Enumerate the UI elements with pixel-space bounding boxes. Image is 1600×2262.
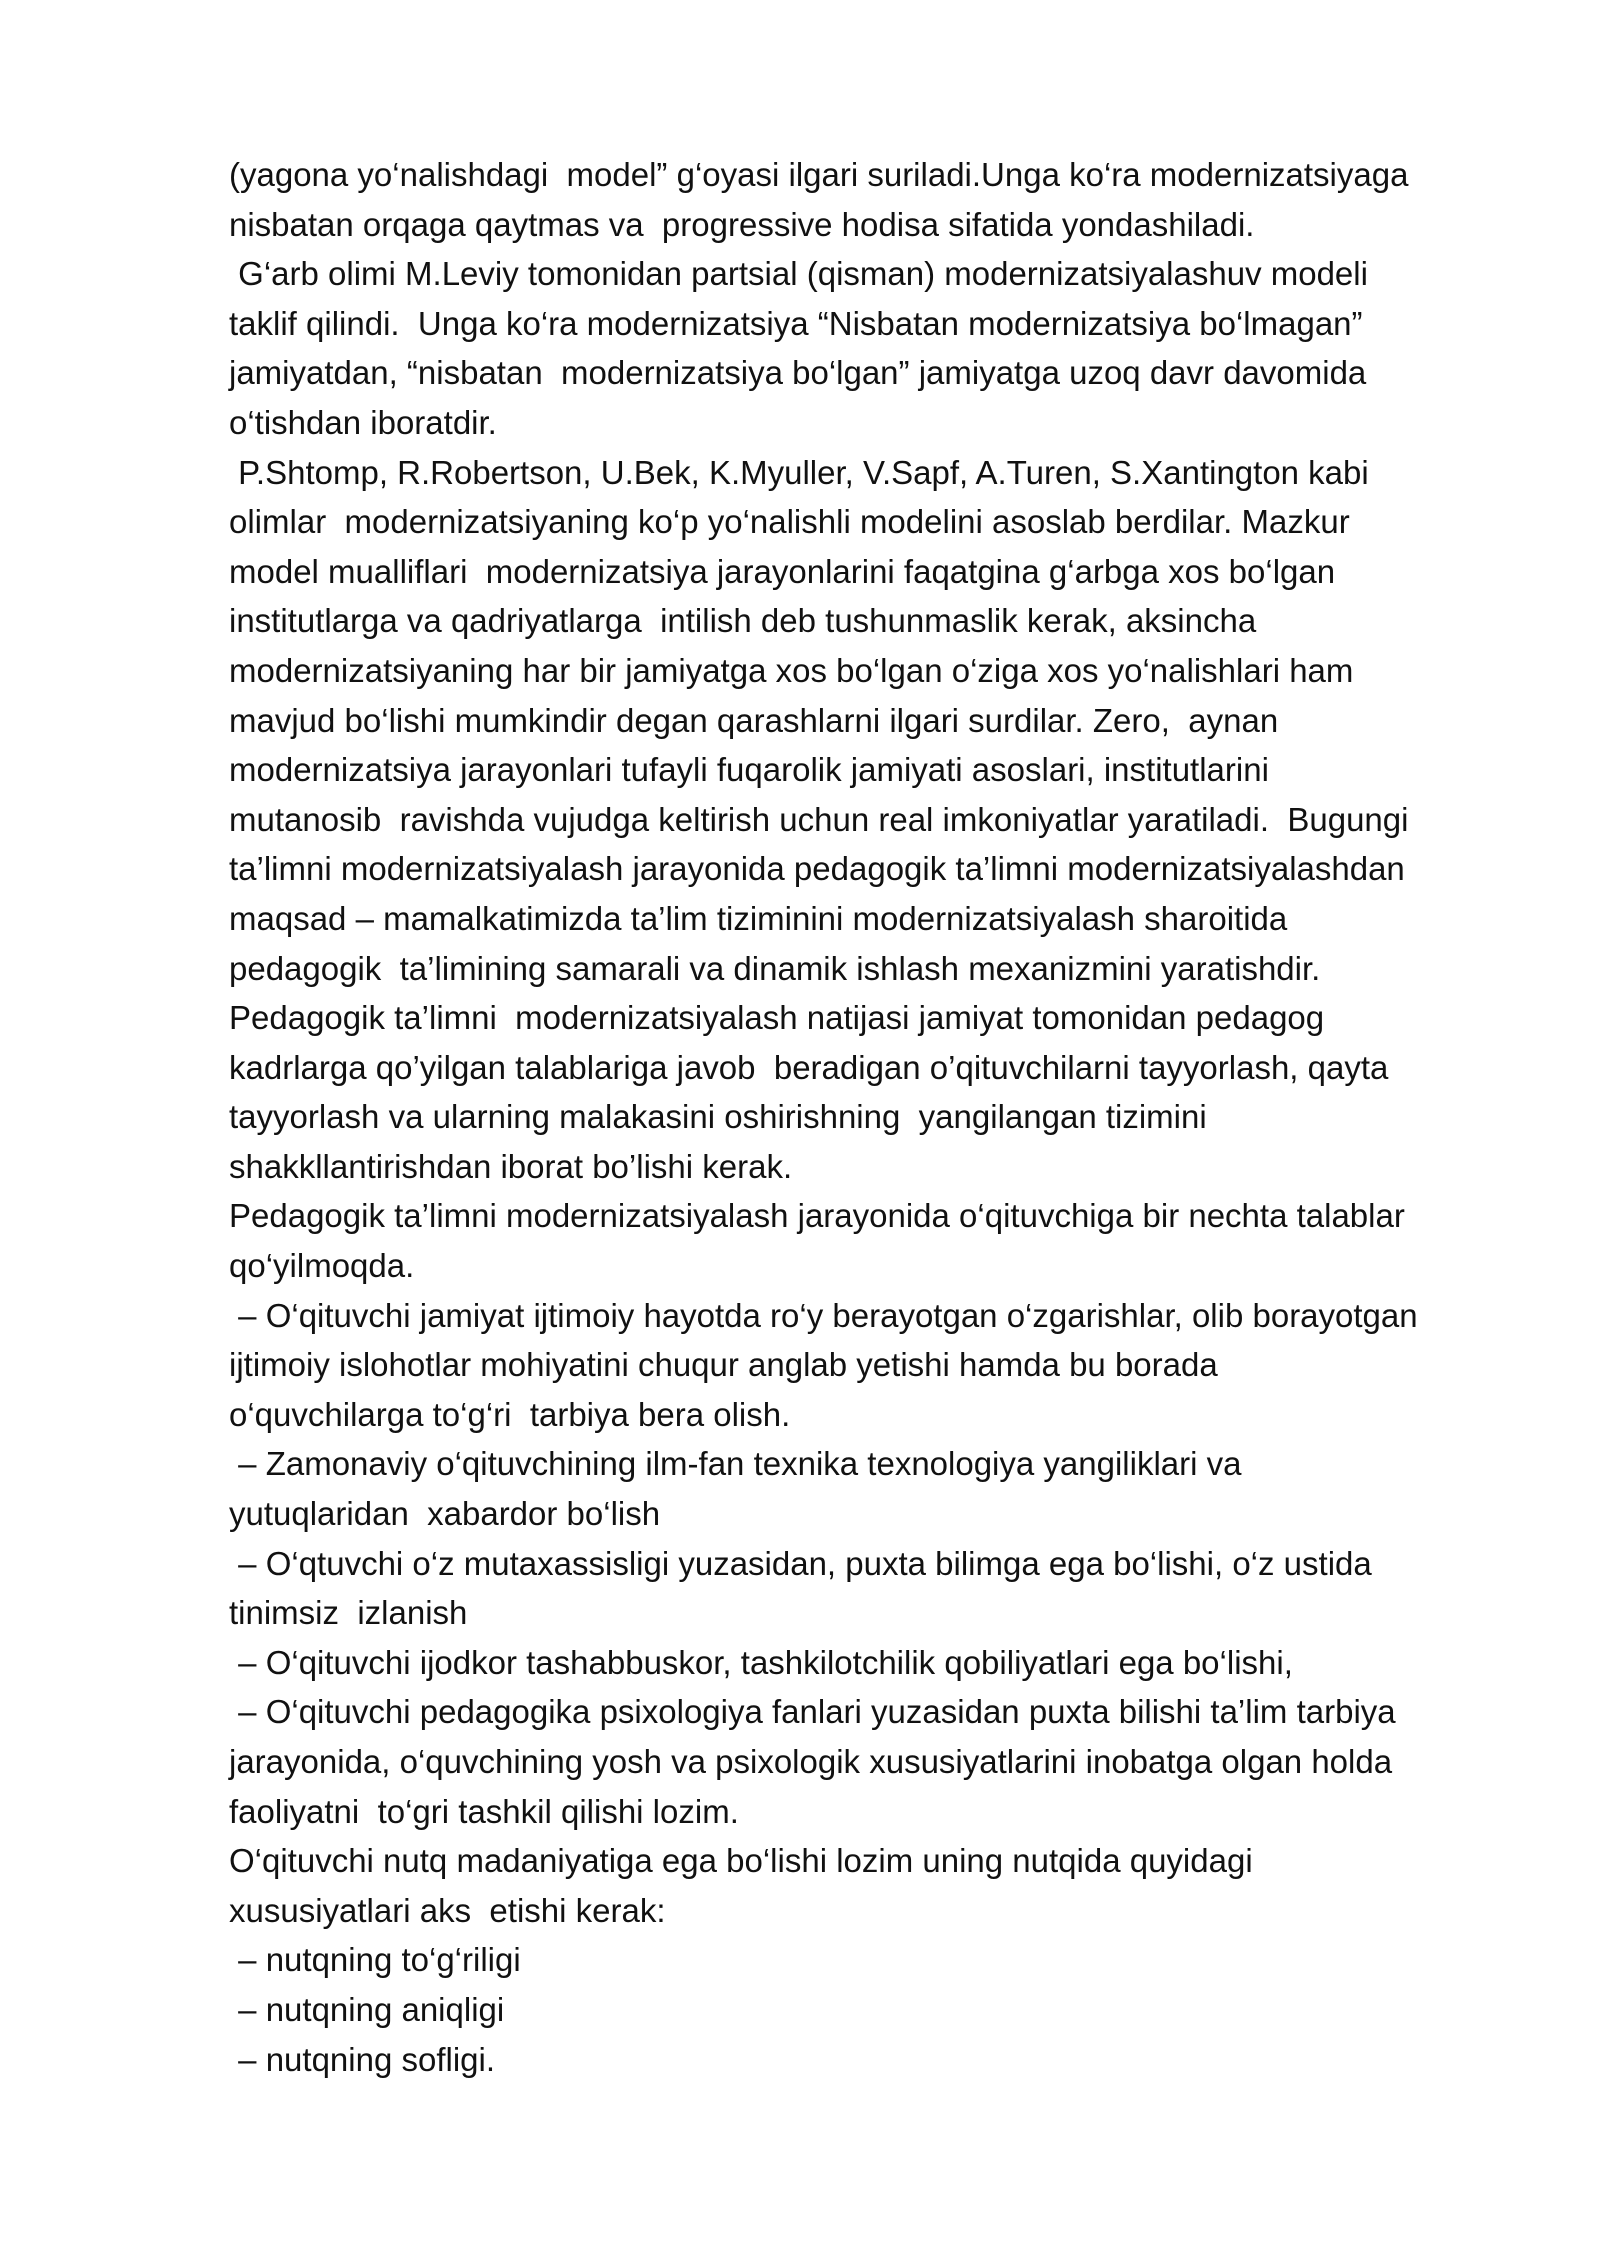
text-line: olimlar modernizatsiyaning ko‘p yo‘nalishli modelini asoslab berdilar. Mazkur — [229, 503, 1350, 541]
text-line: G‘arb olimi M.Leviy tomonidan partsial (qisman) modernizatsiyalashuv modeli — [229, 255, 1368, 293]
text-line: – Zamonaviy o‘qituvchining ilm-fan texnika texnologiya yangiliklari va — [229, 1445, 1242, 1483]
text-line: taklif qilindi. Unga ko‘ra modernizatsiya “Nisbatan modernizatsiya bo‘lmagan” — [229, 304, 1363, 342]
text-line: kadrlarga qo’yilgan talablariga javob beradigan o’qituvchilarni tayyorlash, qayta — [229, 1048, 1389, 1086]
text-line: pedagogik ta’limining samarali va dinamik ishlash mexanizmini yaratishdir. — [229, 949, 1321, 987]
text-line: modernizatsiya jarayonlari tufayli fuqarolik jamiyati asoslari, institutlarini — [229, 751, 1269, 789]
text-line: model mualliflari modernizatsiya jarayonlarini faqatgina g‘arbga xos bo‘lgan — [229, 552, 1336, 590]
text-line: – nutqning sofligi. — [229, 2040, 496, 2078]
text-line: o‘quvchilarga to‘g‘ri tarbiya bera olish. — [229, 1395, 791, 1433]
text-line: – O‘qituvchi pedagogika psixologiya fanlari yuzasidan puxta bilishi ta’lim tarbiya — [229, 1693, 1396, 1731]
text-line: modernizatsiyaning har bir jamiyatga xos bo‘lgan o‘ziga xos yo‘nalishlari ham — [229, 651, 1354, 689]
text-line: yutuqlaridan xabardor bo‘lish — [229, 1495, 661, 1533]
text-line: Pedagogik ta’limni modernizatsiyalash jarayonida o‘qituvchiga bir nechta talablar — [229, 1197, 1405, 1235]
text-line: – O‘qtuvchi o‘z mutaxassisligi yuzasidan, puxta bilimga ega bo‘lishi, o‘z ustida — [229, 1544, 1372, 1582]
text-line: – nutqning aniqligi — [229, 1990, 505, 2028]
text-line: institutlarga va qadriyatlarga intilish deb tushunmaslik kerak, aksincha — [229, 602, 1257, 640]
text-line: Pedagogik ta’limni modernizatsiyalash natijasi jamiyat tomonidan pedagog — [229, 999, 1325, 1037]
text-line: shakkllantirishdan iborat bo’lishi kerak. — [229, 1147, 793, 1185]
text-line: ta’limni modernizatsiyalash jarayonida pedagogik ta’limni modernizatsiyalashdan — [229, 850, 1405, 888]
text-line: faoliyatni to‘gri tashkil qilishi lozim. — [229, 1792, 739, 1830]
text-line: tinimsiz izlanish — [229, 1594, 468, 1632]
text-line: tayyorlash va ularning malakasini oshirishning yangilangan tizimini — [229, 1098, 1207, 1136]
text-line: jamiyatdan, “nisbatan modernizatsiya bo‘lgan” jamiyatga uzoq davr davomida — [229, 354, 1367, 392]
text-line: ijtimoiy islohotlar mohiyatini chuqur anglab yetishi hamda bu borada — [229, 1346, 1218, 1384]
text-line: o‘tishdan iboratdir. — [229, 403, 497, 441]
text-line: qo‘yilmoqda. — [229, 1247, 415, 1285]
text-line: nisbatan orqaga qaytmas va progressive hodisa sifatida yondashiladi. — [229, 205, 1255, 243]
text-line: O‘qituvchi nutq madaniyatiga ega bo‘lishi lozim uning nutqida quyidagi — [229, 1842, 1253, 1880]
text-line: – O‘qituvchi jamiyat ijtimoiy hayotda ro‘y berayotgan o‘zgarishlar, olib borayotgan — [229, 1296, 1418, 1334]
text-line: (yagona yo‘nalishdagi model” g‘oyasi ilgari suriladi.Unga ko‘ra modernizatsiyaga — [229, 156, 1409, 193]
text-line: – nutqning to‘g‘riligi — [229, 1941, 521, 1979]
text-line: jarayonida, o‘quvchining yosh va psixologik xususiyatlarini inobatga olgan holda — [229, 1743, 1393, 1780]
text-line: maqsad – mamalkatimizda ta’lim tiziminini modernizatsiyalash sharoitida — [229, 899, 1288, 937]
text-line: – O‘qituvchi ijodkor tashabbuskor, tashkilotchilik qobiliyatlari ega bo‘lishi, — [229, 1643, 1293, 1681]
body-text — [229, 150, 1529, 2084]
text-line: P.Shtomp, R.Robertson, U.Bek, K.Myuller, V.Sapf, A.Turen, S.Xantington kabi — [229, 453, 1369, 491]
text-line: mutanosib ravishda vujudga keltirish uchun real imkoniyatlar yaratiladi. Bugungi — [229, 800, 1409, 838]
text-line: xususiyatlari aks etishi kerak: — [229, 1891, 666, 1929]
text-line: mavjud bo‘lishi mumkindir degan qarashlarni ilgari surdilar. Zero, aynan — [229, 701, 1279, 739]
